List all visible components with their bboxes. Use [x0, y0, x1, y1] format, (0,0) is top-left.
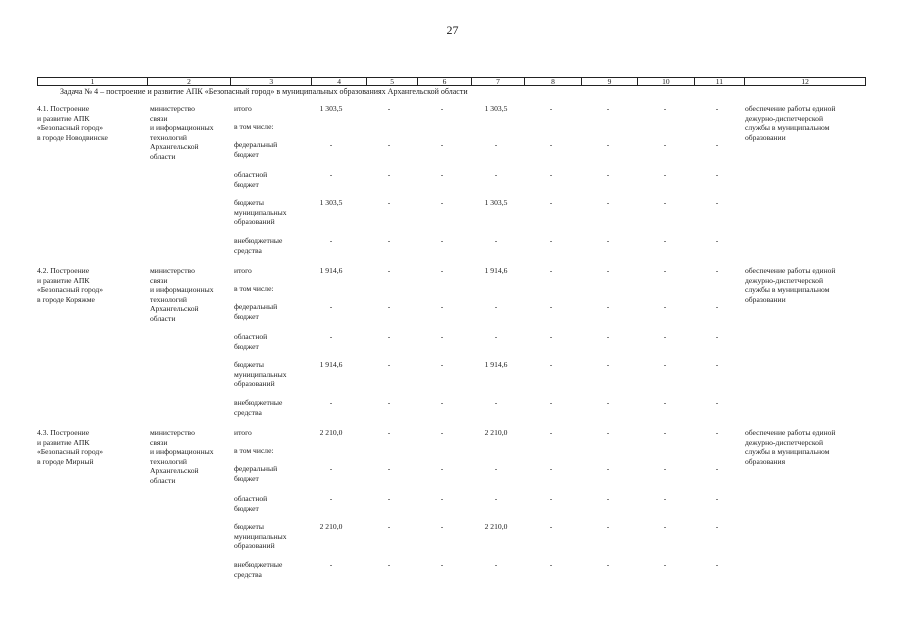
- amount-cell: 2 210,0: [319, 522, 343, 531]
- funding-source-line: муниципальных: [234, 207, 287, 217]
- amount-cell: -: [387, 494, 391, 503]
- funding-source: [234, 428, 314, 438]
- funding-source: [234, 104, 314, 114]
- expected-result-line: обеспечение работы единой: [745, 266, 836, 275]
- amount-cell: -: [494, 464, 498, 473]
- measure-name-line: в городе Мирный: [37, 456, 94, 466]
- amount-cell: -: [549, 140, 553, 149]
- amount-cell: -: [440, 332, 444, 341]
- measure-name-line: в городе Коряжме: [37, 294, 95, 304]
- funding-source-line: в том числе:: [234, 122, 274, 131]
- amount-cell: 1 303,5: [319, 104, 343, 113]
- measure-name-line: и развитие АПК: [37, 113, 90, 123]
- executor-line: Архангельской: [150, 142, 199, 152]
- amount-cell: -: [606, 522, 610, 531]
- funding-source-line: бюджет: [234, 341, 259, 351]
- funding-source: [234, 170, 314, 189]
- amount-cell: 1 914,6: [484, 266, 508, 275]
- amount-cell: -: [549, 522, 553, 531]
- amount-cell: -: [494, 560, 498, 569]
- amount-cell: -: [440, 494, 444, 503]
- amount-cell: -: [663, 464, 667, 473]
- expected-result: [745, 104, 870, 142]
- amount-cell: 1 914,6: [319, 266, 343, 275]
- funding-source-line: областной: [234, 494, 268, 503]
- amount-cell: -: [606, 198, 610, 207]
- funding-source-line: бюджет: [234, 503, 259, 513]
- funding-source-line: муниципальных: [234, 369, 287, 379]
- amount-cell: -: [549, 560, 553, 569]
- amount-cell: -: [663, 332, 667, 341]
- amount-cell: -: [663, 360, 667, 369]
- amount-cell: -: [329, 560, 333, 569]
- column-header: 9: [582, 78, 638, 85]
- column-header-row: [37, 77, 866, 86]
- executor-line: области: [150, 151, 176, 161]
- amount-cell: -: [440, 522, 444, 531]
- amount-cell: -: [387, 302, 391, 311]
- page-number: 27: [446, 23, 459, 37]
- amount-cell: -: [715, 140, 719, 149]
- funding-source-line: бюджет: [234, 149, 259, 159]
- amount-cell: -: [494, 236, 498, 245]
- funding-source-line: средства: [234, 245, 262, 255]
- amount-cell: -: [549, 464, 553, 473]
- funding-source-line: итого: [234, 266, 252, 275]
- funding-source-line: бюджет: [234, 179, 259, 189]
- funding-source: [234, 332, 314, 351]
- expected-result-line: дежурно-диспетчерской: [745, 437, 824, 447]
- amount-cell: -: [494, 140, 498, 149]
- measure-name: [37, 266, 147, 304]
- amount-cell: -: [715, 360, 719, 369]
- amount-cell: -: [715, 464, 719, 473]
- funding-source-line: образований: [234, 379, 275, 389]
- column-header: 12: [801, 77, 809, 86]
- measure-block: [0, 428, 905, 590]
- amount-cell: -: [715, 104, 719, 113]
- funding-source-line: федеральный: [234, 464, 278, 473]
- funding-source-line: бюджеты: [234, 198, 264, 207]
- amount-cell: -: [549, 198, 553, 207]
- amount-cell: -: [494, 494, 498, 503]
- amount-cell: -: [606, 332, 610, 341]
- amount-cell: -: [663, 236, 667, 245]
- amount-cell: 1 303,5: [484, 104, 508, 113]
- measure-name-line: «Безопасный город»: [37, 123, 104, 133]
- amount-cell: 1 303,5: [319, 198, 343, 207]
- expected-result-line: службы в муниципальном: [745, 285, 830, 295]
- amount-cell: -: [663, 104, 667, 113]
- executor-line: связи: [150, 437, 168, 447]
- amount-cell: -: [329, 332, 333, 341]
- column-header: 2: [148, 78, 231, 85]
- column-header: 6: [418, 78, 471, 85]
- measure-name: [37, 104, 147, 142]
- funding-source-line: внебюджетные: [234, 236, 283, 245]
- amount-cell: -: [715, 302, 719, 311]
- amount-cell: -: [663, 170, 667, 179]
- funding-source: [234, 236, 314, 255]
- column-header: 5: [367, 78, 419, 85]
- funding-source: [234, 494, 314, 513]
- funding-source-line: образований: [234, 217, 275, 227]
- amount-cell: -: [329, 170, 333, 179]
- funding-source-line: внебюджетные: [234, 398, 283, 407]
- measure-name-line: 4.3. Построение: [37, 428, 90, 437]
- amount-cell: -: [715, 170, 719, 179]
- executor-line: технологий: [150, 456, 187, 466]
- expected-result-line: образования: [745, 456, 786, 466]
- task-title: Задача № 4 – построение и развитие АПК «Безопасный город» в муниципальных образованиях Архангельской области: [60, 87, 468, 96]
- amount-cell: -: [440, 560, 444, 569]
- expected-result: [745, 266, 870, 304]
- funding-source: [234, 398, 314, 417]
- expected-result-line: службы в муниципальном: [745, 447, 830, 457]
- amount-cell: -: [329, 494, 333, 503]
- funding-source-line: в том числе:: [234, 446, 274, 455]
- amount-cell: -: [387, 360, 391, 369]
- amount-cell: -: [549, 302, 553, 311]
- expected-result-line: обеспечение работы единой: [745, 428, 836, 437]
- funding-source-line: в том числе:: [234, 284, 274, 293]
- amount-cell: -: [549, 360, 553, 369]
- column-header: 11: [695, 78, 746, 85]
- measure-name-line: в городе Новодвинске: [37, 132, 108, 142]
- amount-cell: -: [440, 104, 444, 113]
- funding-source-line: образований: [234, 541, 275, 551]
- amount-cell: -: [387, 560, 391, 569]
- amount-cell: -: [715, 198, 719, 207]
- amount-cell: -: [715, 428, 719, 437]
- funding-source: [234, 140, 314, 159]
- amount-cell: -: [549, 398, 553, 407]
- funding-source: [234, 446, 314, 456]
- funding-source-line: внебюджетные: [234, 560, 283, 569]
- amount-cell: -: [663, 266, 667, 275]
- amount-cell: -: [494, 332, 498, 341]
- executor-line: Архангельской: [150, 466, 199, 476]
- amount-cell: -: [715, 266, 719, 275]
- funding-source-line: бюджет: [234, 473, 259, 483]
- amount-cell: 2 210,0: [319, 428, 343, 437]
- funding-source: [234, 522, 314, 551]
- measure-name-line: и развитие АПК: [37, 275, 90, 285]
- amount-cell: -: [715, 236, 719, 245]
- executor-line: связи: [150, 113, 168, 123]
- executor-line: и информационных: [150, 123, 214, 133]
- amount-cell: -: [387, 464, 391, 473]
- expected-result-line: обеспечение работы единой: [745, 104, 836, 113]
- executor: [150, 104, 232, 162]
- amount-cell: -: [387, 398, 391, 407]
- amount-cell: -: [440, 140, 444, 149]
- measure-name-line: 4.2. Построение: [37, 266, 90, 275]
- amount-cell: -: [549, 428, 553, 437]
- amount-cell: -: [715, 494, 719, 503]
- funding-source-line: муниципальных: [234, 531, 287, 541]
- executor-line: связи: [150, 275, 168, 285]
- funding-source: [234, 302, 314, 321]
- expected-result-line: образовании: [745, 132, 786, 142]
- amount-cell: -: [440, 428, 444, 437]
- amount-cell: -: [440, 198, 444, 207]
- amount-cell: -: [387, 170, 391, 179]
- executor-line: и информационных: [150, 447, 214, 457]
- executor: [150, 266, 232, 324]
- funding-source-line: средства: [234, 569, 262, 579]
- amount-cell: -: [329, 236, 333, 245]
- amount-cell: -: [606, 428, 610, 437]
- amount-cell: -: [606, 302, 610, 311]
- amount-cell: -: [663, 522, 667, 531]
- amount-cell: 1 914,6: [319, 360, 343, 369]
- funding-source: [234, 360, 314, 389]
- amount-cell: -: [549, 104, 553, 113]
- amount-cell: -: [494, 302, 498, 311]
- amount-cell: -: [387, 140, 391, 149]
- amount-cell: -: [440, 236, 444, 245]
- funding-source: [234, 198, 314, 227]
- amount-cell: -: [715, 332, 719, 341]
- expected-result-line: службы в муниципальном: [745, 123, 830, 133]
- funding-source: [234, 122, 314, 132]
- amount-cell: -: [387, 266, 391, 275]
- funding-source: [234, 464, 314, 483]
- amount-cell: -: [549, 170, 553, 179]
- amount-cell: -: [440, 398, 444, 407]
- amount-cell: -: [715, 522, 719, 531]
- funding-source: [234, 284, 314, 294]
- amount-cell: -: [387, 236, 391, 245]
- executor-line: министерство: [150, 428, 195, 437]
- funding-source: [234, 266, 314, 276]
- amount-cell: -: [663, 398, 667, 407]
- amount-cell: -: [606, 494, 610, 503]
- executor-line: области: [150, 475, 176, 485]
- amount-cell: 1 303,5: [484, 198, 508, 207]
- funding-source-line: итого: [234, 104, 252, 113]
- expected-result-line: дежурно-диспетчерской: [745, 275, 824, 285]
- executor-line: технологий: [150, 294, 187, 304]
- amount-cell: 2 210,0: [484, 522, 508, 531]
- amount-cell: -: [387, 428, 391, 437]
- funding-source-line: бюджет: [234, 311, 259, 321]
- amount-cell: 2 210,0: [484, 428, 508, 437]
- column-header: 4: [312, 78, 366, 85]
- amount-cell: -: [387, 522, 391, 531]
- amount-cell: -: [663, 302, 667, 311]
- amount-cell: -: [549, 266, 553, 275]
- amount-cell: 1 914,6: [484, 360, 508, 369]
- amount-cell: -: [440, 302, 444, 311]
- funding-source-line: областной: [234, 170, 268, 179]
- column-header: 10: [638, 78, 694, 85]
- funding-source-line: итого: [234, 428, 252, 437]
- executor: [150, 428, 232, 486]
- amount-cell: -: [606, 464, 610, 473]
- amount-cell: -: [606, 560, 610, 569]
- amount-cell: -: [606, 140, 610, 149]
- funding-source-line: бюджеты: [234, 522, 264, 531]
- executor-line: Архангельской: [150, 304, 199, 314]
- measure-block: [0, 266, 905, 428]
- amount-cell: -: [440, 464, 444, 473]
- column-header: 7: [472, 78, 525, 85]
- funding-source-line: бюджеты: [234, 360, 264, 369]
- amount-cell: -: [606, 266, 610, 275]
- funding-source-line: областной: [234, 332, 268, 341]
- amount-cell: -: [387, 198, 391, 207]
- amount-cell: -: [663, 494, 667, 503]
- column-header: 1: [38, 78, 148, 85]
- amount-cell: -: [440, 266, 444, 275]
- amount-cell: -: [549, 494, 553, 503]
- measure-name-line: 4.1. Построение: [37, 104, 90, 113]
- executor-line: области: [150, 313, 176, 323]
- expected-result-line: дежурно-диспетчерской: [745, 113, 824, 123]
- measure-name-line: и развитие АПК: [37, 437, 90, 447]
- funding-source: [234, 560, 314, 579]
- executor-line: министерство: [150, 104, 195, 113]
- executor-line: министерство: [150, 266, 195, 275]
- funding-source-line: федеральный: [234, 302, 278, 311]
- executor-line: технологий: [150, 132, 187, 142]
- amount-cell: -: [663, 560, 667, 569]
- amount-cell: -: [329, 464, 333, 473]
- amount-cell: -: [387, 104, 391, 113]
- measure-name: [37, 428, 147, 466]
- measure-name-line: «Безопасный город»: [37, 447, 104, 457]
- amount-cell: -: [387, 332, 391, 341]
- column-header: 8: [525, 78, 581, 85]
- funding-source-line: средства: [234, 407, 262, 417]
- amount-cell: -: [606, 236, 610, 245]
- amount-cell: -: [715, 398, 719, 407]
- amount-cell: -: [606, 170, 610, 179]
- amount-cell: -: [663, 198, 667, 207]
- amount-cell: -: [329, 398, 333, 407]
- amount-cell: -: [549, 332, 553, 341]
- expected-result: [745, 428, 870, 466]
- amount-cell: -: [329, 140, 333, 149]
- amount-cell: -: [715, 560, 719, 569]
- amount-cell: -: [440, 170, 444, 179]
- amount-cell: -: [329, 302, 333, 311]
- funding-source-line: федеральный: [234, 140, 278, 149]
- column-header: 3: [231, 78, 312, 85]
- amount-cell: -: [494, 398, 498, 407]
- executor-line: и информационных: [150, 285, 214, 295]
- amount-cell: -: [663, 428, 667, 437]
- measure-name-line: «Безопасный город»: [37, 285, 104, 295]
- measure-block: [0, 104, 905, 266]
- amount-cell: -: [606, 360, 610, 369]
- amount-cell: -: [549, 236, 553, 245]
- amount-cell: -: [606, 398, 610, 407]
- amount-cell: -: [606, 104, 610, 113]
- amount-cell: -: [663, 140, 667, 149]
- amount-cell: -: [494, 170, 498, 179]
- expected-result-line: образовании: [745, 294, 786, 304]
- amount-cell: -: [440, 360, 444, 369]
